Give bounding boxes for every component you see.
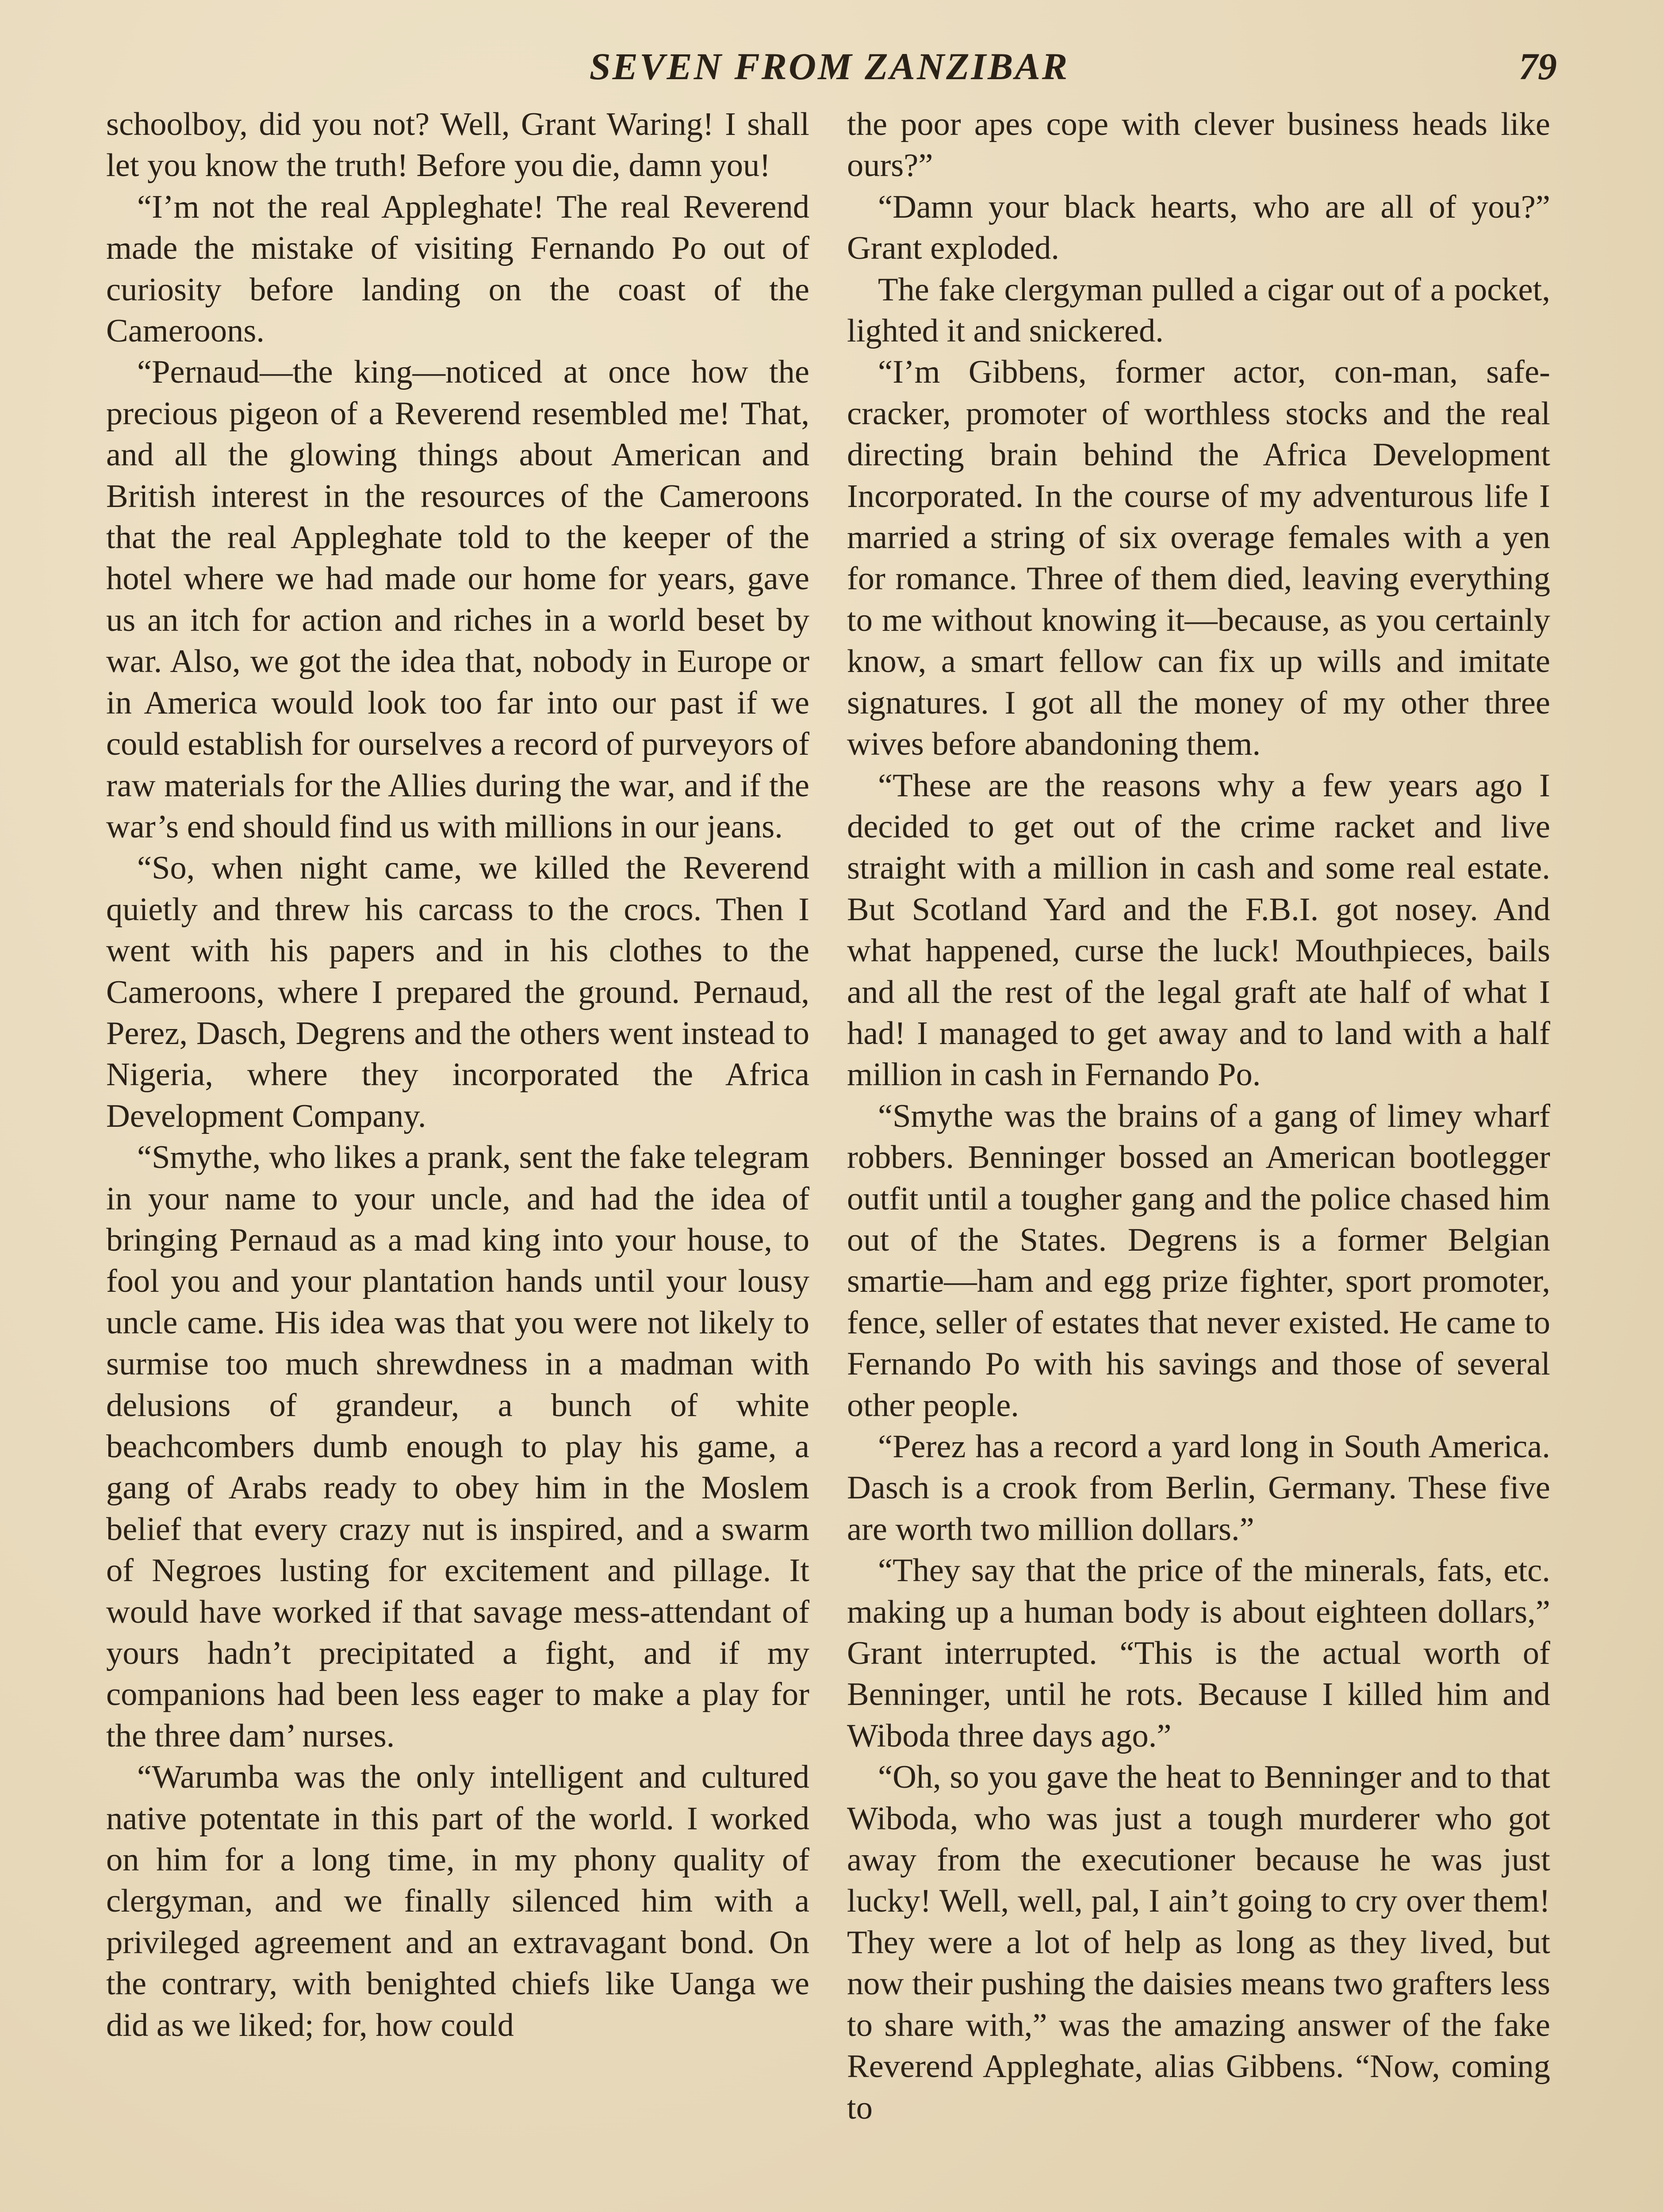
paragraph: “So, when night came, we killed the Reverend quietly and threw his carcass to the crocs. Then I went with his papers and in his clothes to the Cameroons, where I prepared the ground. Pernaud, Perez, Dasch, Degrens and the others went instead to Nigeria, where they incorporated the Africa Development Company.: [106, 850, 809, 1134]
paragraph: “Damn your black hearts, who are all of you?” Grant exploded.: [847, 188, 1550, 267]
paragraph: “Warumba was the only intelligent and cultured native potentate in this part of the world. I worked on him for a long time, in my phony quality of clergyman, and we finally silenced him with a privileged agreement and an extravagant bond. On the contrary, with benighted chiefs like Uanga we did as we liked; for, how could: [106, 1759, 809, 2043]
paragraph: “They say that the price of the minerals, fats, etc. making up a human body is about eighteen dollars,” Grant interrupted. “This is the actual worth of Benninger, until he rots. Because I killed him and Wiboda three days ago.”: [847, 1552, 1550, 1754]
page-number: 79: [1519, 45, 1557, 88]
page-header: [102, 44, 1557, 102]
paragraph: “Perez has a record a yard long in South America. Dasch is a crook from Berlin, Germany. These five are worth two million dollars.”: [847, 1429, 1550, 1548]
paragraph: schoolboy, did you not? Well, Grant Waring! I shall let you know the truth! Before you die, damn you!: [106, 106, 809, 184]
paragraph: “I’m Gibbens, former actor, con-man, safe-cracker, promoter of worthless stocks and the real directing brain behind the Africa Development Incorporated. In the course of my adventurous life I married a string of six overage females with a yen for romance. Three of them died, leaving everything to me without knowing it—because, as you certainly know, a smart fellow can fix up wills and imitate signatures. I got all the money of my other three wives before abandoning them.: [847, 354, 1550, 763]
paragraph: “Pernaud—the king—noticed at once how the precious pigeon of a Reverend resembled me! That, and all the glowing things about American and British interest in the resources of the Cameroons that the real Appleghate told to the keeper of the hotel where we had made our home for years, gave us an itch for action and riches in a world beset by war. Also, we got the idea that, nobody in Europe or in America would look too far into our past if we could establish for ourselves a record of purveyors of raw materials for the Allies during the war, and if the war’s end should find us with millions in our jeans.: [106, 354, 809, 845]
right-column: [847, 104, 1550, 2129]
paragraph: The fake clergyman pulled a cigar out of a pocket, lighted it and snickered.: [847, 271, 1550, 349]
running-title: SEVEN FROM ZANZIBAR: [589, 45, 1069, 88]
paragraph: “Oh, so you gave the heat to Benninger and to that Wiboda, who was just a tough murderer who got away from the executioner because he was just lucky! Well, well, pal, I ain’t going to cry over them! They were a lot of help as long as they lived, but now their pushing the daisies means two grafters less to share with,” was the amazing answer of the fake Reverend Appleghate, alias Gibbens. “Now, coming to: [847, 1759, 1550, 2126]
paragraph: the poor apes cope with clever business heads like ours?”: [847, 106, 1550, 184]
paragraph: “These are the reasons why a few years ago I decided to get out of the crime racket and live straight with a million in cash and some real estate. But Scotland Yard and the F.B.I. got nosey. And what happened, curse the luck! Mouthpieces, bails and all the rest of the legal graft ate half of what I had! I managed to get away and to land with a half million in cash in Fernando Po.: [847, 767, 1550, 1093]
paragraph: “Smythe was the brains of a gang of limey wharf robbers. Benninger bossed an American bootlegger outfit until a tougher gang and the police chased him out of the States. Degrens is a former Belgian smartie—ham and egg prize fighter, sport promoter, fence, seller of estates that never existed. He came to Fernando Po with his savings and those of several other people.: [847, 1098, 1550, 1424]
left-column: [106, 104, 809, 2046]
paragraph: “Smythe, who likes a prank, sent the fake telegram in your name to your uncle, and had the idea of bringing Pernaud as a mad king into your house, to fool you and your plantation hands until your lousy uncle came. His idea was that you were not likely to surmise too much shrewdness in a madman with delusions of grandeur, a bunch of white beachcombers dumb enough to play his game, a gang of Arabs ready to obey him in the Moslem belief that every crazy nut is inspired, and a swarm of Negroes lusting for excitement and pillage. It would have worked if that savage mess-attendant of yours hadn’t precipitated a fight, and if my companions had been less eager to make a play for the three dam’ nurses.: [106, 1139, 809, 1754]
paragraph: “I’m not the real Appleghate! The real Reverend made the mistake of visiting Fernando Po out of curiosity before landing on the coast of the Cameroons.: [106, 188, 809, 349]
